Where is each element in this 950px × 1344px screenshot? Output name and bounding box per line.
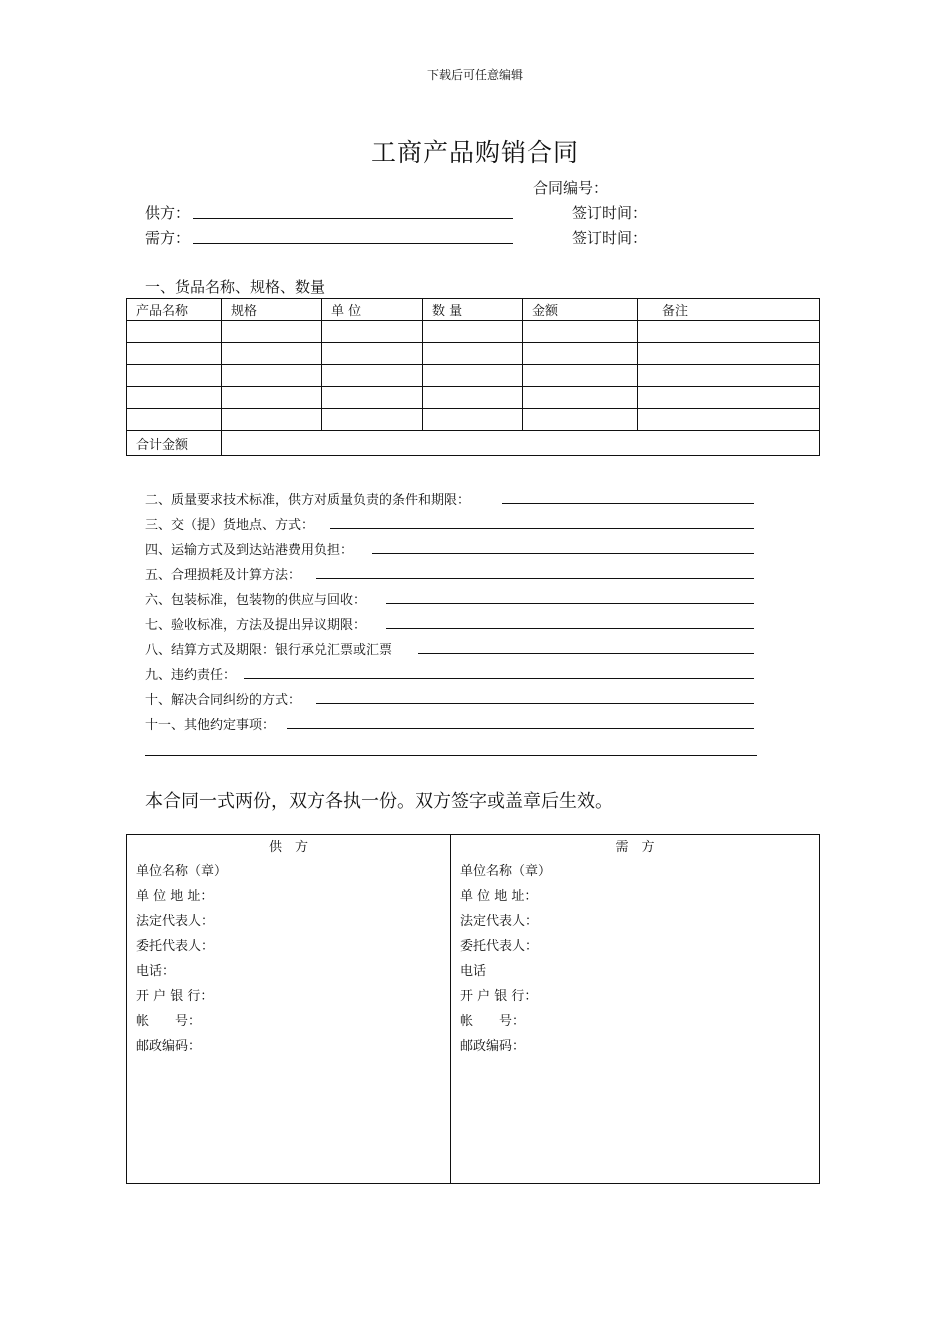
buyer-postcode[interactable]: 邮政编码： [460,1039,526,1054]
table-cell[interactable] [222,365,322,387]
contract-number-label: 合同编号： [533,179,609,197]
table-cell[interactable] [423,387,523,409]
goods-table [126,298,820,456]
table-cell[interactable] [127,343,222,365]
supplier-address[interactable]: 单 位 地 址： [136,889,214,904]
buyer-phone[interactable]: 电话 [460,964,487,979]
table-cell[interactable] [423,321,523,343]
table-cell[interactable] [638,321,820,343]
supplier-label: 供方： [145,204,191,222]
clause-dispute: 十、解决合同纠纷的方式： [145,693,302,708]
buyer-panel-heading: 需 方 [615,840,655,855]
document-title: 工商产品购销合同 [370,138,579,167]
clause-quality: 二、质量要求技术标准，供方对质量负责的条件和期限： [145,493,471,508]
buyer-panel [451,835,820,1184]
table-cell[interactable] [322,387,423,409]
table-cell[interactable] [523,343,638,365]
buyer-account[interactable]: 帐 号： [460,1014,526,1029]
table-cell[interactable] [222,409,322,431]
col-unit: 单 位 [322,299,423,321]
goods-table-header [127,299,820,321]
table-cell[interactable] [638,365,820,387]
supplier-panel [127,835,451,1184]
table-cell[interactable] [423,365,523,387]
table-cell[interactable] [523,387,638,409]
buyer-label: 需方： [145,229,191,247]
table-cell[interactable] [423,409,523,431]
col-product-name: 产品名称 [127,299,222,321]
table-cell[interactable] [638,387,820,409]
supplier-phone[interactable]: 电话： [136,964,176,979]
table-cell[interactable] [222,321,322,343]
table-row [127,387,820,409]
table-cell[interactable] [638,409,820,431]
buyer-agent[interactable]: 委托代表人： [460,939,539,954]
supplier-postcode[interactable]: 邮政编码： [136,1039,202,1054]
supplier-account[interactable]: 帐 号： [136,1014,202,1029]
header-note: 下载后可任意编辑 [426,68,523,82]
col-remarks: 备注 [638,299,820,321]
table-cell[interactable] [127,387,222,409]
total-amount-label: 合计金额 [127,431,222,456]
table-cell[interactable] [127,365,222,387]
clause-loss-line[interactable] [316,578,754,579]
supplier-legal-rep[interactable]: 法定代表人： [136,914,215,929]
table-cell[interactable] [127,409,222,431]
buyer-address[interactable]: 单 位 地 址： [460,889,538,904]
table-row [127,321,820,343]
clause-packaging-line[interactable] [386,603,754,604]
table-cell[interactable] [222,343,322,365]
supplier-bank[interactable]: 开 户 银 行： [136,989,214,1004]
buyer-bank[interactable]: 开 户 银 行： [460,989,538,1004]
table-cell[interactable] [638,343,820,365]
supplier-input-line[interactable] [193,218,513,219]
buyer-company-name[interactable]: 单位名称（章） [460,864,552,879]
table-row [127,409,820,431]
clause-other-line[interactable] [287,728,754,729]
clause-settlement-line[interactable] [418,653,754,654]
table-row [127,343,820,365]
clause-inspection-line[interactable] [386,628,754,629]
table-row [127,365,820,387]
clause-settlement: 八、结算方式及期限：银行承兑汇票或汇票 [145,643,393,658]
clause-extra-line[interactable] [145,755,757,756]
clause-other: 十一、其他约定事项： [145,718,276,733]
col-amount: 金额 [523,299,638,321]
table-cell[interactable] [222,387,322,409]
sign-time-label: 签订时间： [572,204,648,222]
col-spec: 规格 [222,299,322,321]
table-cell[interactable] [523,409,638,431]
table-cell[interactable] [322,365,423,387]
table-cell[interactable] [322,409,423,431]
col-quantity: 数 量 [423,299,523,321]
clause-dispute-line[interactable] [316,703,754,704]
clause-packaging: 六、包装标准，包装物的供应与回收： [145,593,367,608]
clause-quality-line[interactable] [502,503,754,504]
table-cell[interactable] [322,321,423,343]
buyer-legal-rep[interactable]: 法定代表人： [460,914,539,929]
clause-loss: 五、合理损耗及计算方法： [145,568,302,583]
table-cell[interactable] [523,321,638,343]
table-cell[interactable] [127,321,222,343]
total-row [127,431,820,456]
closing-statement: 本合同一式两份，双方各执一份。双方签字或盖章后生效。 [145,791,613,812]
total-amount-cell[interactable] [222,431,820,456]
clause-transport-line[interactable] [372,553,754,554]
sign-time-label-2: 签订时间： [572,229,648,247]
clause-inspection: 七、验收标准，方法及提出异议期限： [145,618,367,633]
clause-liability: 九、违约责任： [145,668,237,683]
supplier-company-name[interactable]: 单位名称（章） [136,864,228,879]
table-cell[interactable] [322,343,423,365]
supplier-panel-heading: 供 方 [268,840,308,855]
table-cell[interactable] [423,343,523,365]
section-goods-heading: 一、货品名称、规格、数量 [145,278,326,296]
clause-transport: 四、运输方式及到达站港费用负担： [145,543,354,558]
table-cell[interactable] [523,365,638,387]
clause-delivery-line[interactable] [330,528,754,529]
parties-table [126,834,820,1184]
clause-liability-line[interactable] [244,678,754,679]
buyer-input-line[interactable] [193,243,513,244]
clause-delivery: 三、交（提）货地点、方式： [145,518,315,533]
supplier-agent[interactable]: 委托代表人： [136,939,215,954]
